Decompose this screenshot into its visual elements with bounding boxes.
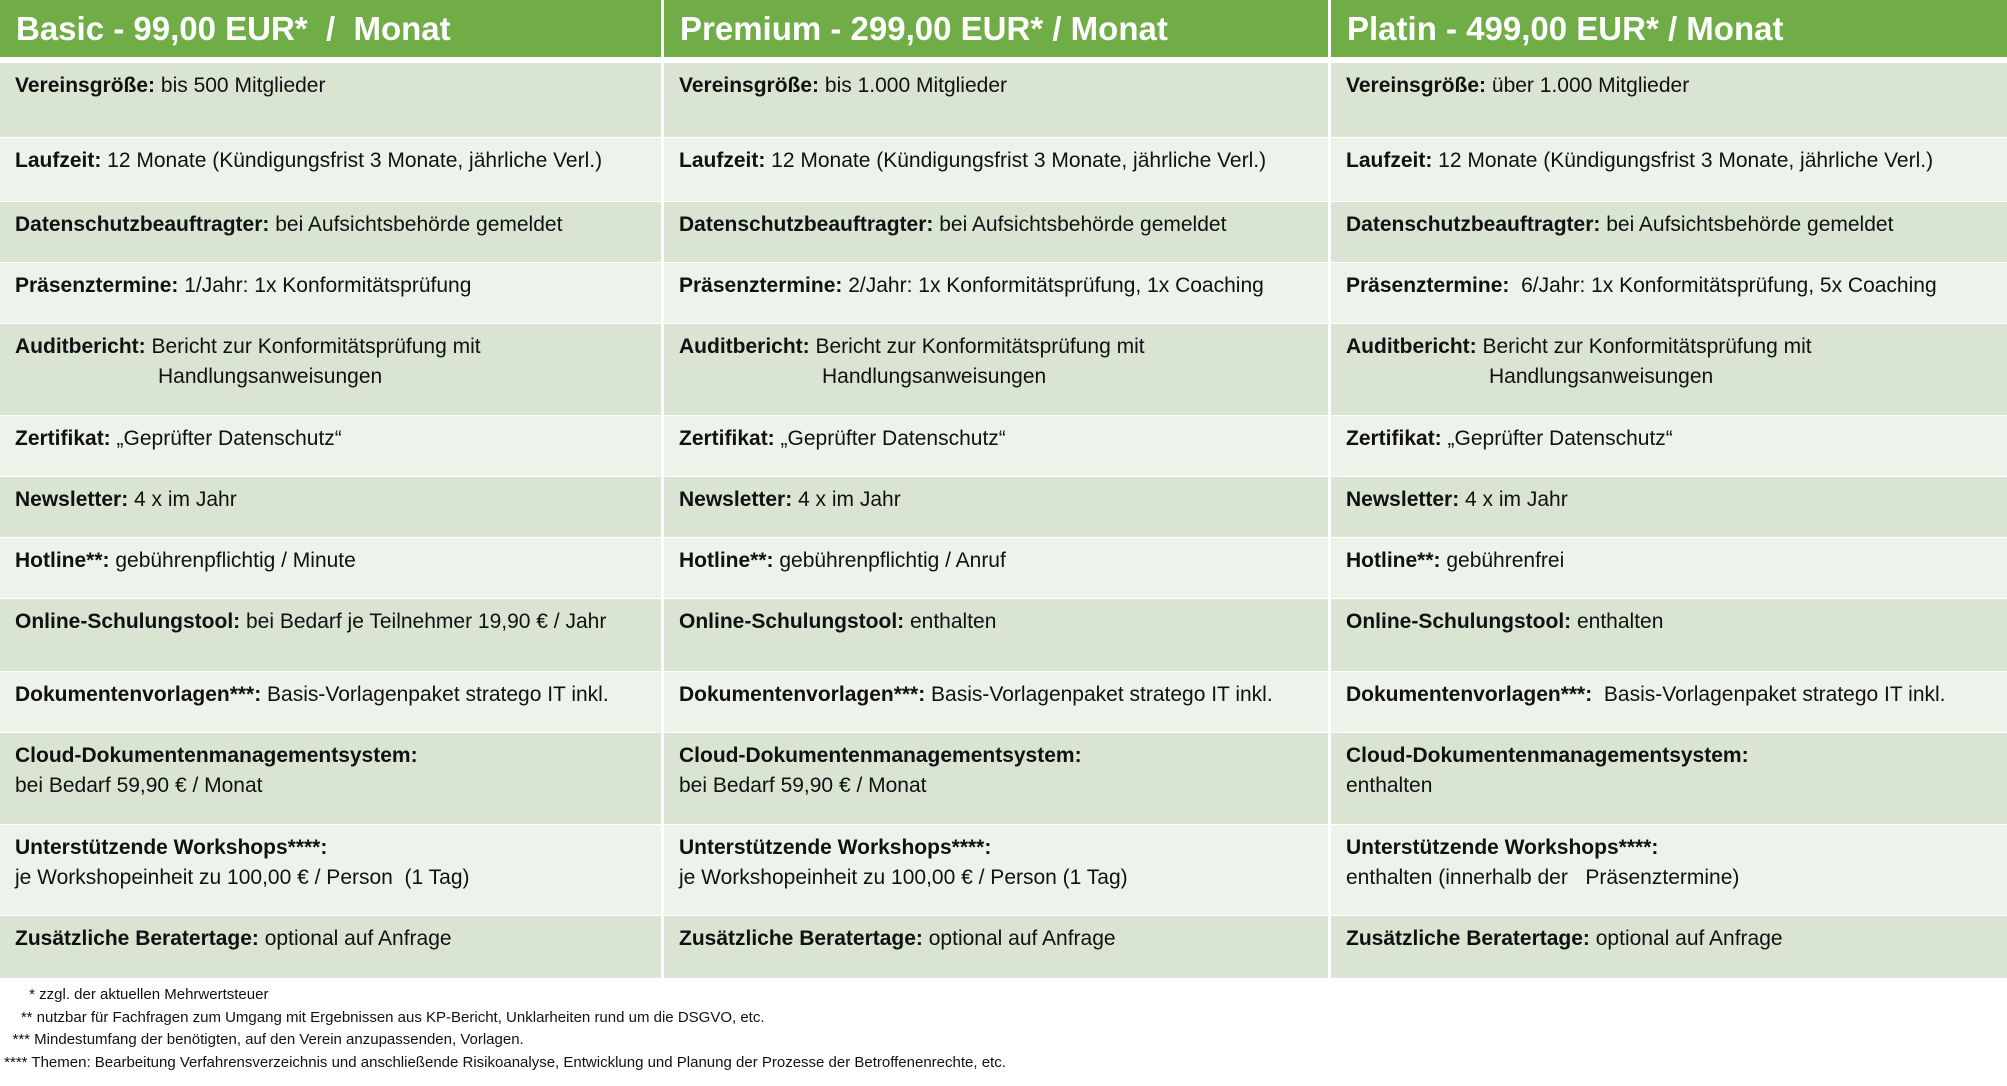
row-value: „Geprüfter Datenschutz“	[110, 427, 342, 450]
row-value: bis 500 Mitglieder	[155, 74, 326, 97]
cell-platin-row-5	[1331, 324, 2007, 416]
header-basic: Basic - 99,00 EUR* / Monat	[0, 0, 664, 63]
row-value: optional auf Anfrage	[1589, 927, 1783, 950]
row-label: Unterstützende Workshops****:	[679, 836, 992, 859]
row-value-line2: je Workshopeinheit zu 100,00 € / Person (1 Tag)	[15, 866, 470, 889]
row-value: über 1.000 Mitglieder	[1486, 74, 1690, 97]
row-value-line2: Handlungsanweisungen	[822, 365, 1047, 388]
row-value: 12 Monate (Kündigungsfrist 3 Monate, jährliche Verl.)	[1432, 149, 1934, 172]
row-label: Dokumentenvorlagen***:	[679, 683, 926, 706]
row-value: Basis-Vorlagenpaket stratego IT inkl.	[1592, 683, 1946, 706]
row-value: „Geprüfter Datenschutz“	[1441, 427, 1673, 450]
row-value: gebührenfrei	[1440, 549, 1565, 572]
cell-premium-row-5	[664, 324, 1331, 416]
row-label: Vereinsgröße:	[1346, 74, 1487, 97]
row-value: Bericht zur Konformitätsprüfung mit	[145, 335, 481, 358]
row-value: optional auf Anfrage	[258, 927, 452, 950]
row-value-line2: Handlungsanweisungen	[158, 365, 383, 388]
row-label: Dokumentenvorlagen***:	[15, 683, 262, 706]
cell-basic-row-9	[0, 599, 664, 672]
cell-premium-row-6	[664, 416, 1331, 477]
row-value: 12 Monate (Kündigungsfrist 3 Monate, jährliche Verl.)	[765, 149, 1267, 172]
cell-premium-row-3	[664, 202, 1331, 263]
row-label: Dokumentenvorlagen***:	[1346, 683, 1593, 706]
cell-platin-row-1	[1331, 63, 2007, 138]
cell-premium-row-11	[664, 733, 1331, 825]
cell-basic-row-5	[0, 324, 664, 416]
row-label: Datenschutzbeauftragter:	[15, 213, 270, 236]
row-label: Hotline**:	[679, 549, 774, 572]
row-value: Basis-Vorlagenpaket stratego IT inkl.	[261, 683, 609, 706]
row-value-line2: Handlungsanweisungen	[1489, 365, 1714, 388]
cell-platin-row-3	[1331, 202, 2007, 263]
row-value: gebührenpflichtig / Minute	[109, 549, 356, 572]
row-label: Newsletter:	[679, 488, 793, 511]
row-value: 6/Jahr: 1x Konformitätsprüfung, 5x Coaching	[1509, 274, 1937, 297]
row-value-line2: je Workshopeinheit zu 100,00 € / Person (1 Tag)	[679, 866, 1128, 889]
cell-platin-row-6	[1331, 416, 2007, 477]
row-value: 2/Jahr: 1x Konformitätsprüfung, 1x Coaching	[842, 274, 1264, 297]
row-label: Online-Schulungstool:	[1346, 610, 1572, 633]
footnote-2: ** nutzbar für Fachfragen zum Umgang mit Ergebnissen aus KP-Bericht, Unklarheiten rund um die DSGVO, etc.	[0, 1008, 765, 1026]
row-label: Zertifikat:	[679, 427, 775, 450]
row-label: Zusätzliche Beratertage:	[15, 927, 259, 950]
row-value-line2: enthalten (innerhalb der Präsenztermine)	[1346, 866, 1740, 889]
cell-basic-row-7	[0, 477, 664, 538]
footnotes	[0, 984, 2007, 1074]
cell-platin-row-10	[1331, 672, 2007, 733]
cell-basic-row-11	[0, 733, 664, 825]
cell-basic-row-12	[0, 825, 664, 916]
cell-basic-row-6	[0, 416, 664, 477]
cell-basic-row-8	[0, 538, 664, 599]
row-label: Cloud-Dokumentenmanagementsystem:	[15, 744, 418, 767]
row-label: Zertifikat:	[1346, 427, 1442, 450]
row-value: Basis-Vorlagenpaket stratego IT inkl.	[925, 683, 1273, 706]
row-label: Auditbericht:	[679, 335, 810, 358]
row-value: optional auf Anfrage	[922, 927, 1116, 950]
row-label: Laufzeit:	[15, 149, 102, 172]
cell-platin-row-7	[1331, 477, 2007, 538]
row-label: Auditbericht:	[1346, 335, 1477, 358]
row-label: Online-Schulungstool:	[679, 610, 905, 633]
row-value: 12 Monate (Kündigungsfrist 3 Monate, jährliche Verl.)	[101, 149, 603, 172]
cell-premium-row-9	[664, 599, 1331, 672]
row-value-line2: enthalten	[1346, 774, 1433, 797]
row-label: Zertifikat:	[15, 427, 111, 450]
row-label: Online-Schulungstool:	[15, 610, 241, 633]
cell-platin-row-4	[1331, 263, 2007, 324]
row-label: Datenschutzbeauftragter:	[1346, 213, 1601, 236]
cell-basic-row-3	[0, 202, 664, 263]
row-label: Vereinsgröße:	[679, 74, 820, 97]
row-value: 4 x im Jahr	[792, 488, 901, 511]
header-platin: Platin - 499,00 EUR* / Monat	[1331, 0, 2007, 63]
row-label: Hotline**:	[1346, 549, 1441, 572]
row-label: Cloud-Dokumentenmanagementsystem:	[679, 744, 1082, 767]
cell-platin-row-12	[1331, 825, 2007, 916]
cell-platin-row-9	[1331, 599, 2007, 672]
row-value: Bericht zur Konformitätsprüfung mit	[1476, 335, 1812, 358]
row-value: bei Aufsichtsbehörde gemeldet	[933, 213, 1227, 236]
cell-premium-row-2	[664, 138, 1331, 202]
row-label: Laufzeit:	[679, 149, 766, 172]
cell-premium-row-10	[664, 672, 1331, 733]
row-label: Präsenztermine:	[1346, 274, 1510, 297]
cell-basic-row-1	[0, 63, 664, 138]
footnote-1: * zzgl. der aktuellen Mehrwertsteuer	[0, 986, 269, 1003]
row-value: bei Aufsichtsbehörde gemeldet	[1600, 213, 1894, 236]
row-value: 1/Jahr: 1x Konformitätsprüfung	[178, 274, 472, 297]
cell-platin-row-2	[1331, 138, 2007, 202]
row-label: Unterstützende Workshops****:	[1346, 836, 1659, 859]
row-label: Newsletter:	[1346, 488, 1460, 511]
cell-premium-row-7	[664, 477, 1331, 538]
cell-premium-row-4	[664, 263, 1331, 324]
row-label: Zusätzliche Beratertage:	[1346, 927, 1590, 950]
cell-premium-row-8	[664, 538, 1331, 599]
row-label: Laufzeit:	[1346, 149, 1433, 172]
row-label: Präsenztermine:	[15, 274, 179, 297]
cell-premium-row-13	[664, 916, 1331, 979]
row-label: Hotline**:	[15, 549, 110, 572]
row-label: Präsenztermine:	[679, 274, 843, 297]
row-label: Vereinsgröße:	[15, 74, 156, 97]
row-value: gebührenpflichtig / Anruf	[773, 549, 1006, 572]
row-value-line2: bei Bedarf 59,90 € / Monat	[15, 774, 263, 797]
footnote-4: **** Themen: Bearbeitung Verfahrensverzeichnis und anschließende Risikoanalyse, Entwicklung und Planung der Prozesse der Betroffenenrechte, etc.	[0, 1053, 1006, 1071]
header-premium: Premium - 299,00 EUR* / Monat	[664, 0, 1331, 63]
cell-basic-row-2	[0, 138, 664, 202]
row-value: bei Bedarf je Teilnehmer 19,90 € / Jahr	[240, 610, 607, 633]
row-value: bei Aufsichtsbehörde gemeldet	[269, 213, 563, 236]
cell-platin-row-11	[1331, 733, 2007, 825]
row-label: Zusätzliche Beratertage:	[679, 927, 923, 950]
row-value: 4 x im Jahr	[128, 488, 237, 511]
row-label: Newsletter:	[15, 488, 129, 511]
row-value: enthalten	[1571, 610, 1664, 633]
cell-platin-row-13	[1331, 916, 2007, 979]
row-value-line2: bei Bedarf 59,90 € / Monat	[679, 774, 927, 797]
row-label: Auditbericht:	[15, 335, 146, 358]
cell-premium-row-1	[664, 63, 1331, 138]
cell-premium-row-12	[664, 825, 1331, 916]
row-value: „Geprüfter Datenschutz“	[774, 427, 1006, 450]
row-label: Datenschutzbeauftragter:	[679, 213, 934, 236]
cell-basic-row-10	[0, 672, 664, 733]
row-value: enthalten	[904, 610, 997, 633]
row-value: 4 x im Jahr	[1459, 488, 1568, 511]
cell-platin-row-8	[1331, 538, 2007, 599]
row-label: Unterstützende Workshops****:	[15, 836, 328, 859]
row-value: Bericht zur Konformitätsprüfung mit	[809, 335, 1145, 358]
cell-basic-row-4	[0, 263, 664, 324]
footnote-3: *** Mindestumfang der benötigten, auf den Verein anzupassenden, Vorlagen.	[0, 1031, 524, 1048]
row-label: Cloud-Dokumentenmanagementsystem:	[1346, 744, 1749, 767]
row-value: bis 1.000 Mitglieder	[819, 74, 1007, 97]
cell-basic-row-13	[0, 916, 664, 979]
